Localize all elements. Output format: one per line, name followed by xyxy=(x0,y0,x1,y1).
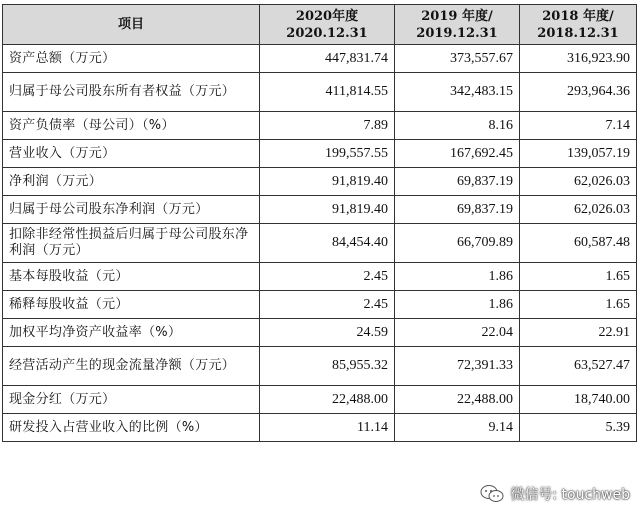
value-2019: 22,488.00 xyxy=(395,386,520,414)
value-2020: 2.45 xyxy=(260,291,395,319)
financial-summary-table xyxy=(2,4,637,442)
value-2019: 342,483.15 xyxy=(395,73,520,112)
header-2020 xyxy=(260,5,395,45)
table-row xyxy=(3,168,637,196)
value-2018: 1.65 xyxy=(520,263,637,291)
value-2018: 316,923.90 xyxy=(520,45,637,73)
table-row xyxy=(3,319,637,347)
table-row xyxy=(3,112,637,140)
header-2020-year: 2020年度 xyxy=(295,8,359,24)
value-2018: 63,527.47 xyxy=(520,347,637,386)
value-2018: 60,587.48 xyxy=(520,224,637,263)
table-row xyxy=(3,45,637,73)
header-2019-date: 2019.12.31 xyxy=(416,25,498,41)
watermark-text: 微信号: touchweb xyxy=(510,487,630,503)
table-row xyxy=(3,263,637,291)
value-2020: 91,819.40 xyxy=(260,168,395,196)
row-label: 基本每股收益（元） xyxy=(3,263,260,291)
row-label: 稀释每股收益（元） xyxy=(3,291,260,319)
wechat-watermark xyxy=(480,484,630,504)
row-label: 加权平均净资产收益率（%） xyxy=(3,319,260,347)
table-row xyxy=(3,386,637,414)
row-label: 资产总额（万元） xyxy=(3,45,260,73)
value-2020: 2.45 xyxy=(260,263,395,291)
value-2018: 293,964.36 xyxy=(520,73,637,112)
header-item xyxy=(3,5,260,45)
value-2019: 1.86 xyxy=(395,291,520,319)
value-2020: 7.89 xyxy=(260,112,395,140)
row-label: 净利润（万元） xyxy=(3,168,260,196)
value-2020: 85,955.32 xyxy=(260,347,395,386)
value-2018: 7.14 xyxy=(520,112,637,140)
header-2019-year: 2019 年度/ xyxy=(421,8,493,24)
value-2020: 447,831.74 xyxy=(260,45,395,73)
table-row xyxy=(3,140,637,168)
value-2019: 8.16 xyxy=(395,112,520,140)
value-2018: 139,057.19 xyxy=(520,140,637,168)
row-label: 扣除非经常性损益后归属于母公司股东净利润（万元） xyxy=(3,224,260,263)
value-2020: 84,454.40 xyxy=(260,224,395,263)
row-label: 现金分红（万元） xyxy=(3,386,260,414)
value-2019: 66,709.89 xyxy=(395,224,520,263)
row-label: 研发投入占营业收入的比例（%） xyxy=(3,414,260,442)
row-label: 归属于母公司股东所有者权益（万元） xyxy=(3,73,260,112)
header-2020-date: 2020.12.31 xyxy=(286,25,368,41)
value-2020: 11.14 xyxy=(260,414,395,442)
value-2018: 62,026.03 xyxy=(520,196,637,224)
table-row xyxy=(3,414,637,442)
value-2019: 9.14 xyxy=(395,414,520,442)
wechat-icon xyxy=(480,484,504,504)
table-row xyxy=(3,224,637,263)
value-2018: 18,740.00 xyxy=(520,386,637,414)
header-2018 xyxy=(520,5,637,45)
value-2019: 1.86 xyxy=(395,263,520,291)
table-row xyxy=(3,347,637,386)
row-label: 归属于母公司股东净利润（万元） xyxy=(3,196,260,224)
value-2019: 22.04 xyxy=(395,319,520,347)
value-2018: 5.39 xyxy=(520,414,637,442)
row-label: 经营活动产生的现金流量净额（万元） xyxy=(3,347,260,386)
value-2019: 69,837.19 xyxy=(395,196,520,224)
value-2020: 22,488.00 xyxy=(260,386,395,414)
header-2019 xyxy=(395,5,520,45)
header-item-label: 项目 xyxy=(117,17,144,32)
value-2019: 373,557.67 xyxy=(395,45,520,73)
value-2018: 62,026.03 xyxy=(520,168,637,196)
value-2020: 411,814.55 xyxy=(260,73,395,112)
value-2020: 199,557.55 xyxy=(260,140,395,168)
row-label: 资产负债率（母公司）（%） xyxy=(3,112,260,140)
value-2020: 91,819.40 xyxy=(260,196,395,224)
value-2018: 1.65 xyxy=(520,291,637,319)
value-2019: 69,837.19 xyxy=(395,168,520,196)
header-2018-year: 2018 年度/ xyxy=(542,8,614,24)
table-row xyxy=(3,291,637,319)
value-2020: 24.59 xyxy=(260,319,395,347)
financial-summary-table-container xyxy=(2,4,636,442)
table-header-row xyxy=(3,5,637,45)
value-2019: 167,692.45 xyxy=(395,140,520,168)
value-2018: 22.91 xyxy=(520,319,637,347)
header-2018-date: 2018.12.31 xyxy=(537,25,619,41)
table-row xyxy=(3,196,637,224)
row-label: 营业收入（万元） xyxy=(3,140,260,168)
table-row xyxy=(3,73,637,112)
value-2019: 72,391.33 xyxy=(395,347,520,386)
